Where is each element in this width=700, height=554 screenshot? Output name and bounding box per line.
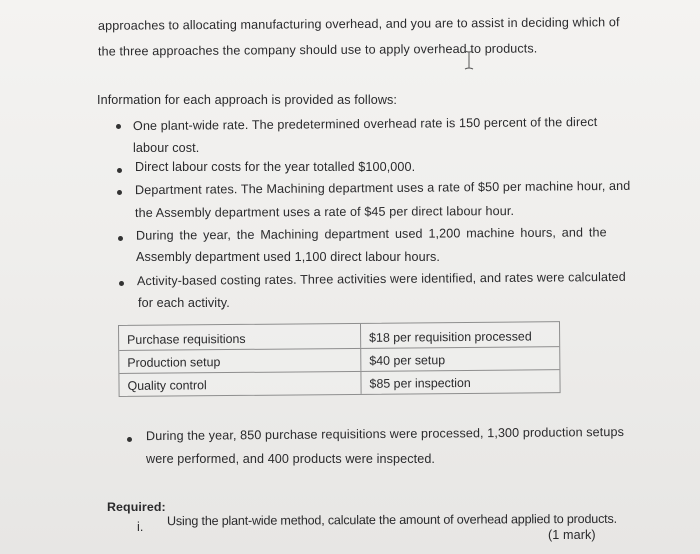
bullet-4-line-1: During the year, the Machining department used 1,200 machine hours, and the (135, 225, 607, 243)
info-heading: Information for each approach is provided as follows: (97, 93, 398, 107)
bullet-dot (119, 281, 124, 286)
bullet-3-line-1: Department rates. The Machining department uses a rate of $50 per machine hour, and (134, 178, 631, 198)
post-table-bullet-line-2: were performed, and 400 products were inspected. (146, 452, 436, 466)
post-table-bullet-line-1: During the year, 850 purchase requisitions were processed, 1,300 production setups (145, 424, 625, 444)
required-item-number: i. (137, 520, 144, 534)
rate-cell: $85 per inspection (369, 375, 471, 391)
bullet-dot (116, 124, 121, 129)
activity-cell: Production setup (119, 349, 361, 373)
bullet-5-line-1: Activity-based costing rates. Three activities were identified, and rates were calculated (136, 269, 626, 289)
bullet-4-line-2: Assembly department used 1,100 direct labour hours. (136, 250, 441, 264)
rate-cell: $40 per setup (369, 353, 446, 368)
bullet-1-line-2: labour cost. (133, 141, 200, 155)
bullet-dot (117, 190, 122, 195)
intro-line-2: the three approaches the company should use to apply overhead to products. (97, 41, 538, 59)
activity-cell: Quality control (119, 372, 361, 396)
required-heading: Required: (107, 500, 166, 514)
rate-cell: $18 per requisition processed (369, 329, 532, 345)
bullet-dot (117, 168, 122, 173)
text-cursor-icon (463, 49, 475, 71)
bullet-dot (127, 437, 132, 442)
activity-rate-table (118, 321, 561, 397)
bullet-dot (118, 236, 123, 241)
bullet-1-line-1: One plant-wide rate. The predetermined overhead rate is 150 percent of the direct (132, 114, 598, 134)
bullet-3-line-2: the Assembly department uses a rate of $45 per direct labour hour. (134, 204, 515, 220)
required-item-text: Using the plant-wide method, calculate the amount of overhead applied to products. (166, 511, 617, 529)
bullet-5-line-2: for each activity. (138, 296, 230, 310)
table-row (119, 322, 559, 350)
intro-line-1: approaches to allocating manufacturing overhead, and you are to assist in deciding which of (97, 15, 620, 33)
bullet-2-line-1: Direct labour costs for the year totalled $100,000. (135, 160, 416, 174)
activity-cell: Purchase requisitions (119, 324, 361, 350)
required-item-marks: (1 mark) (548, 528, 596, 542)
table-row (119, 369, 559, 396)
table-row (119, 346, 559, 373)
